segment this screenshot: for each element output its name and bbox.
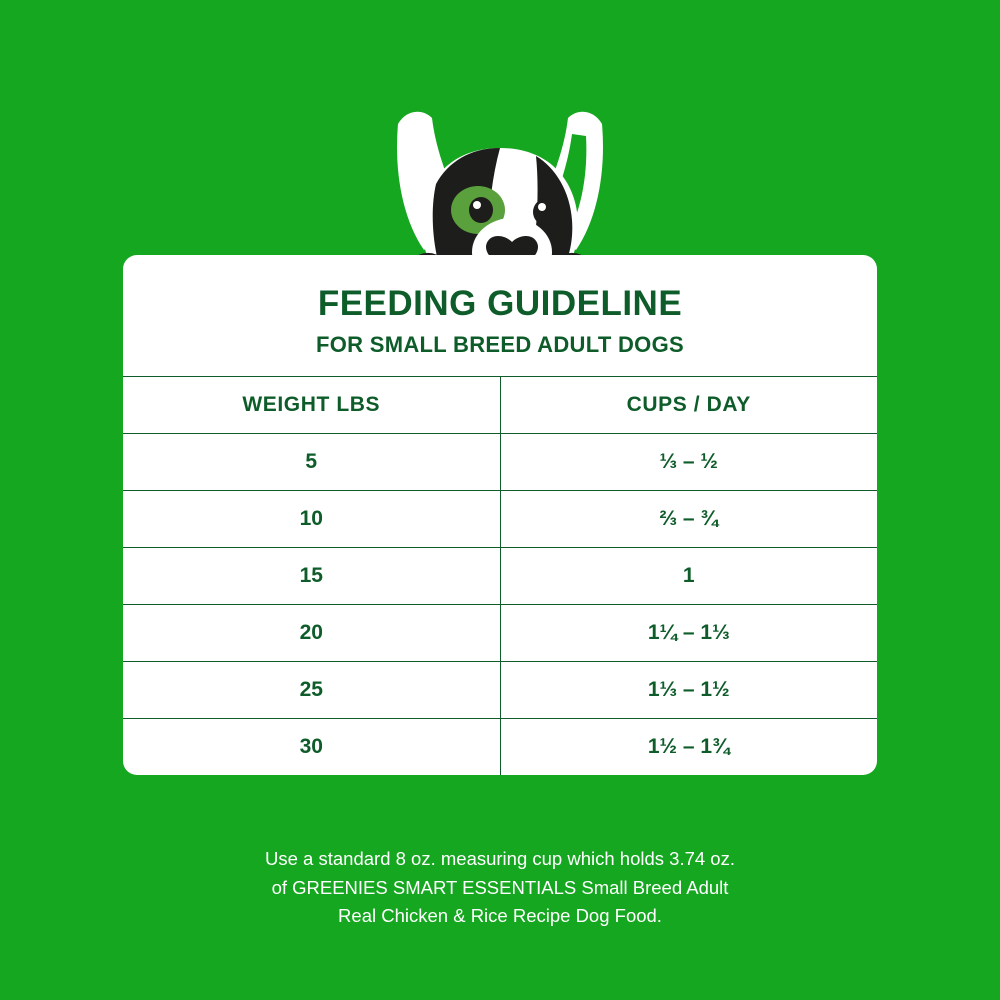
card-header — [123, 255, 877, 376]
cell-cups: 1¼ – 1⅓ — [500, 604, 877, 661]
page-subtitle: FOR SMALL BREED ADULT DOGS — [316, 331, 684, 357]
cell-cups: 1 — [500, 547, 877, 604]
table-row — [123, 604, 877, 661]
cell-weight: 25 — [123, 661, 500, 718]
table-row — [123, 718, 877, 775]
table-row — [123, 490, 877, 547]
page-title: FEEDING GUIDELINE — [317, 284, 683, 323]
cell-weight: 10 — [123, 490, 500, 547]
cell-cups: 1½ – 1¾ — [500, 718, 877, 775]
cell-weight: 30 — [123, 718, 500, 775]
table-row — [123, 547, 877, 604]
footnote — [0, 845, 1000, 931]
column-header-cups: CUPS / DAY — [500, 376, 877, 433]
cell-cups: 1⅓ – 1½ — [500, 661, 877, 718]
feeding-table — [123, 376, 877, 775]
cell-weight: 5 — [123, 433, 500, 490]
dog-peeking-icon — [340, 100, 660, 280]
footnote-line-1: Use a standard 8 oz. measuring cup which holds 3.74 oz. — [265, 848, 735, 869]
column-header-weight: WEIGHT LBS — [123, 376, 500, 433]
cell-cups: ⅔ – ¾ — [500, 490, 877, 547]
cell-weight: 20 — [123, 604, 500, 661]
footnote-line-2: of GREENIES SMART ESSENTIALS Small Breed Adult — [271, 876, 729, 898]
footnote-line-3: Real Chicken & Rice Recipe Dog Food. — [338, 905, 662, 927]
cell-cups: ⅓ – ½ — [500, 433, 877, 490]
cell-weight: 15 — [123, 547, 500, 604]
feeding-guideline-card — [123, 255, 877, 775]
table-row — [123, 433, 877, 490]
table-header-row — [123, 376, 877, 433]
table-row — [123, 661, 877, 718]
